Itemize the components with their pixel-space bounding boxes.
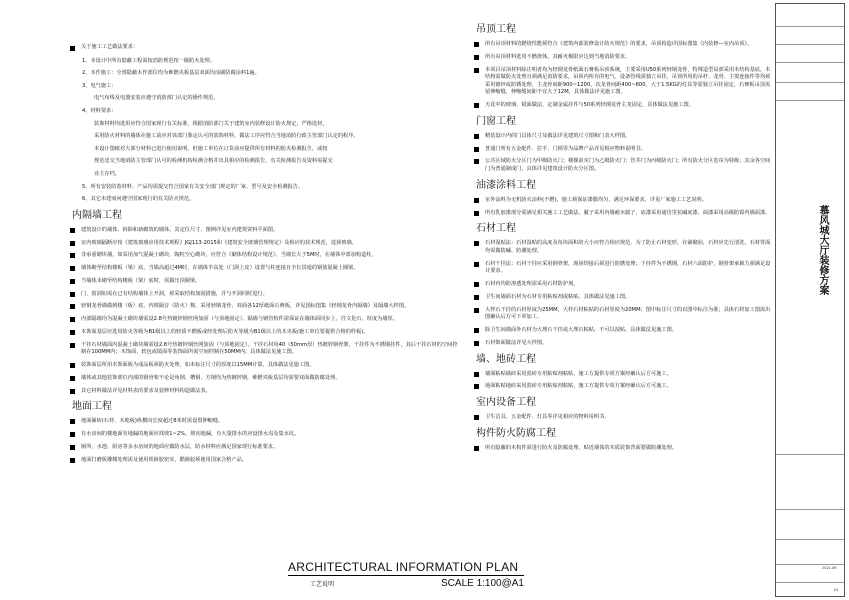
list-item <box>68 278 458 286</box>
list-item <box>472 414 772 422</box>
intro-item: 装饰材料均选用应符合国家现行有关标准，根据消防部门关于建筑室内装修设计防火规定，严格选材， <box>94 120 328 127</box>
item-text: 其它材料做法详见材料表的要求及装修材料构造做法表。 <box>81 387 211 394</box>
intro-item: 1、本设计中所有隐蔽工程需按消防规范按一级防火处理。 <box>82 57 215 64</box>
item-text: 卫生洁具、五金配件、灯具等详见相应的物料说明书。 <box>485 414 610 421</box>
item-text: 当墙体未砌至结构楼板（梁）底时，需做压顶圈梁。 <box>81 277 201 284</box>
item-text: 所有吊顶材料选用不燃烧体，其耐火极限应达到当地消防要求。 <box>485 53 631 60</box>
item-text: 石材湿贴法：石材湿贴的高度及每块面积的大小应符合相应规范，为了防止石材变形，在铺砌前，石材应先行清洗，石材背面均需做防碱、防潮处理。 <box>485 240 771 254</box>
item-text: 所有隐蔽的木构件需进行防火及防腐处理，贴近墙体的木质装饰背面要做防潮处理。 <box>485 445 677 451</box>
list-item <box>472 133 772 141</box>
list-item <box>68 329 458 337</box>
left-column <box>68 44 458 470</box>
item-text: 厕所、水池、厨房等多水房间的地面应做防水层，防水材料应满足国家现行标准要求。 <box>81 444 279 451</box>
item-text: 所有乳胶漆部分需满足相关施工工艺做法，腻子采用内墙耐水腻子，底漆采用通仿里抗碱底漆，面漆采用高级防霉内墙面漆。 <box>485 209 771 216</box>
bullet-icon <box>474 372 479 377</box>
bullet-icon <box>474 328 479 333</box>
bullet-icon <box>70 376 75 381</box>
item-text: 墙体砌至结构楼板（梁）底，当墙高超过4M时，在墙体半高处（门洞上皮）设置与柱连接且全长贯通的钢筋混凝土圈梁。 <box>81 265 359 272</box>
intro-item: 4、材料要求： <box>82 107 117 114</box>
item-text: 干挂石材墙面内混凝土砌块墙需设2.8号热镀锌钢丝网加固（与顶地固定），干挂石材用40（50mm厚）热镀锌钢骨架，干挂件为不锈钢挂件，其后干挂石材的空间控制在100MM内；木饰面、软包或镜面等装饰面所需空间控制在50MM内，具体做法见施工图。 <box>81 341 458 356</box>
intro-item: 业主存档。 <box>94 170 120 177</box>
list-item <box>472 240 772 255</box>
list-item <box>472 41 772 49</box>
bullet-icon <box>474 341 479 346</box>
list-item <box>68 444 458 452</box>
bullet-icon <box>70 330 75 335</box>
item-text: 除卫生间墙面外石材为大理石干挂或大理石粘贴，不可以湿贴，具体做法见施工图。 <box>485 327 677 334</box>
list-item <box>68 388 458 396</box>
item-text: 本项目吊顶材料除注明者均为轻钢龙骨纸面石膏板吊顶系统，主要采用U50系列轻钢龙骨，特殊造型局部采用木结构基底，木结构需做防火处理且须满足消防要求，吊顶内所有的电气、设备管线需独立吊挂，吊顶所用的吊杆、龙骨、主要连接件等均须采用镀锌或防锈处理，主龙骨间距900~1200，次龙骨间距400~600，大于1.5KG的灯具等需独立吊挂固定，石膏板吊顶需留伸缩缝，伸缩缝间距不宜大于12M，具体做法详见施工图。 <box>485 66 771 96</box>
list-item <box>472 445 772 453</box>
drawing-title: ARCHITECTURAL INFORMATION PLAN <box>288 560 524 576</box>
bullet-icon <box>70 419 75 424</box>
bullet-icon <box>70 292 75 297</box>
bullet-icon <box>474 42 479 47</box>
sheet-number: 01 <box>834 588 839 592</box>
list-item <box>472 327 772 335</box>
intro-item: 采用防火材料的墙体在施工前应对该部门鉴定认可的装饰材料，做法工序应符合当地消防行政主管部门认定的程序。 <box>94 133 359 140</box>
item-text: 有水房间的楼地面有地漏的地面应找坡1~2%，坡向地漏，有大量排水的应设排水沟及集水坑。 <box>81 431 300 438</box>
bullet-icon <box>474 262 479 267</box>
list-item <box>68 252 458 260</box>
intro-title: 关于施工工艺做法要求： <box>81 44 139 50</box>
item-text: 公共区域防火分区门为甲级防火门；楼梯前室门为乙级防火门；管井门为丙级防火门；所有防火分区卷帘为特级；其余各空间门为普通制成门，具体详见建筑设计防火分区图。 <box>485 158 771 173</box>
section-heading: 石材工程 <box>476 223 516 235</box>
item-text: 室内玻璃隔断应按《建筑玻璃应用技术规程》JGJ113-2015和《建筑安全玻璃管理规定》及相应的技术规范，选择玻璃。 <box>81 239 357 246</box>
section-heading: 室内设备工程 <box>476 397 536 409</box>
right-sections <box>472 23 772 453</box>
bullet-icon <box>70 241 75 246</box>
list-item <box>472 281 772 289</box>
drawing-title-bar <box>288 560 524 589</box>
list-item <box>68 342 458 357</box>
list-item <box>68 291 458 299</box>
drawing-scale: SCALE 1:100@A1 <box>441 578 524 589</box>
title-block-frame <box>775 3 845 597</box>
project-title: 慕风城大厅装修方案 <box>817 205 828 295</box>
list-item <box>472 102 772 110</box>
section-heading: 门窗工程 <box>476 115 516 127</box>
item-text: 地面铺砖(石材、木地板)纵横向长度超过8米时需设置伸缩缝。 <box>81 418 224 425</box>
section-heading: 地面工程 <box>72 401 112 413</box>
list-item <box>68 362 458 370</box>
drawing-subtitle: 工艺说明 <box>310 581 335 588</box>
bullet-icon <box>474 103 479 108</box>
item-text: 墙体或其他装饰部位内部的钢骨架不论是角钢、槽钢、方钢均为热镀锌钢，难燃夹板基层均需要双面做防腐处理。 <box>81 374 341 381</box>
bullet-icon <box>474 147 479 152</box>
intro-item: 本设计图纸对大部分材料已进行使用说明，但施工单位在订货前应提供所有材料的防火检测报告，或按 <box>94 145 328 152</box>
bullet-icon <box>70 445 75 450</box>
date-label: 2021.06 <box>822 566 837 570</box>
bullet-icon <box>70 432 75 437</box>
item-text: 所有吊顶材料的燃烧性能须符合《建筑内部装修设计防火规范》的要求，吊顶构造详国标图集《内装修—室内吊顶》。 <box>485 41 753 47</box>
list-item <box>472 261 772 276</box>
item-text: 石材干挂法：石材干挂应采用钢骨架，现场焊接后须进行防锈处理；干挂件为不锈钢，石材六面防护，钢骨架承载力须满足设计要求。 <box>485 260 771 275</box>
bullet-icon <box>474 55 479 60</box>
section-heading: 吊顶工程 <box>476 24 516 35</box>
bullet-icon <box>70 343 75 348</box>
list-item <box>472 210 772 218</box>
item-text: 天花中的玻璃、镜面做法，定制金属挂件与50系列轻钢龙骨主龙固定，具体做法见施工图。 <box>485 102 694 109</box>
item-text: 精装设计内的门具体尺寸及做法详见建筑尺寸图和门表大样图。 <box>485 132 631 139</box>
item-text: 门、窗洞如需在已有结构墙体上开洞，须采取结构加固措施，并与开洞同时进行。 <box>81 290 268 297</box>
section-heading: 墙、地砖工程 <box>476 353 536 365</box>
list-item <box>68 265 458 273</box>
item-text: 地面粘贴地砖采用瓷砖专用粘贴剂粘贴，施工方提供专项方案经确认后方可施工。 <box>485 383 672 390</box>
bullet-icon <box>474 211 479 216</box>
list-item <box>68 431 458 439</box>
list-item <box>472 371 772 379</box>
item-text: 墙面粘贴墙砖采用瓷砖专用粘贴剂粘贴，施工方提供专项方案经确认后方可施工。 <box>485 370 672 377</box>
list-item <box>472 307 772 322</box>
list-item <box>472 294 772 302</box>
intro-item: 2、木作施工：全部隐蔽木作部位均为难燃夹板基层双面均涂刷防腐涂料1遍。 <box>82 70 260 77</box>
list-item <box>472 146 772 154</box>
list-item <box>68 457 458 465</box>
item-text: 大样石干挂的石材厚度为25MM，大样石材粘贴的石材厚度为20MM；图中标注尺寸的以图中标注为准；具体石材加工图需出图确认后方可下单加工。 <box>485 306 771 321</box>
bullet-icon <box>70 253 75 258</box>
bullet-icon <box>474 308 479 313</box>
bullet-icon <box>70 46 75 51</box>
bullet-icon <box>70 304 75 309</box>
intro-heading <box>68 44 458 52</box>
bullet-icon <box>474 415 479 420</box>
bullet-icon <box>70 228 75 233</box>
bullet-icon <box>70 458 75 463</box>
bullet-icon <box>474 198 479 203</box>
list-item <box>472 158 772 173</box>
item-text: 地面打磨板雕楼处理需及使用铁箍胶密实，酷箍胶须使用国家合格产品。 <box>81 456 248 463</box>
list-item <box>68 303 458 311</box>
list-item <box>472 54 772 62</box>
item-text: 卫生间墙面石材为石材专用粘贴剂或粘贴。具体做法见施工图。 <box>485 293 631 300</box>
bullet-icon <box>474 295 479 300</box>
intro-item: 3、电气施工： <box>82 82 117 89</box>
item-text: 石材饰面做法详见大样图。 <box>485 339 548 346</box>
item-text: 内部隔墙均为混凝土砌块墙需设2.8号热镀锌钢丝网加固（与顶地固定），隔墙与钢管构件需保证在墙体面同步上，往文化石、厚度为墙厚。 <box>81 316 398 323</box>
section-heading: 构件防火防腐工程 <box>476 428 556 439</box>
item-text: 装饰面层所用木饰面板为成品板须防火处理，如未标注尺寸的厚度以15MM计算，具体做法见施工图。 <box>81 362 315 369</box>
bullet-icon <box>70 389 75 394</box>
list-item <box>472 67 772 97</box>
list-item <box>68 227 458 235</box>
bullet-icon <box>474 159 479 164</box>
bullet-icon <box>474 384 479 389</box>
bullet-icon <box>70 363 75 368</box>
right-column <box>472 20 772 458</box>
list-item <box>68 240 458 248</box>
bullet-icon <box>474 241 479 246</box>
item-text: 石材内均防渗透处理需采用石材防护剂。 <box>485 281 579 288</box>
item-text: 木饰面基层应选用防火等级为B1级以上的轻质不燃板或经处理后防火等级为B1级以上的木夹板(施工单位要提供合格的样板)。 <box>81 328 369 335</box>
bullet-icon <box>474 282 479 287</box>
item-text: 建筑设计的墙体、拆除和新砌筑的墙体，其定位尺寸、图例详见室内建筑资料平面图。 <box>81 226 279 233</box>
intro-item: 电气布线及电器安装应遵守消防部门认定的操作规范。 <box>94 95 219 102</box>
list-item <box>472 197 772 205</box>
item-text: 普通门所有五金配件、拉手、门锁等为品牌产品详见相应物料说明书。 <box>485 145 646 152</box>
list-item <box>68 418 458 426</box>
item-text: 室外涂料为无机防火涂料(不燃)，施工须保证漆膜均匀，满足环保要求，详见厂家施工工艺说明。 <box>485 196 707 203</box>
intro-item: 规范送交当地消防主管部门认可的检测机构检测合格并出具相应的检测报告，有关检测报告及资料需提交 <box>94 158 333 165</box>
bullet-icon <box>474 68 479 73</box>
bullet-icon <box>474 134 479 139</box>
bullet-icon <box>474 446 479 451</box>
list-item <box>68 375 458 383</box>
left-sections <box>68 209 458 465</box>
intro-item: 6、其它未建而问遵守国家现行的有关防火规范。 <box>82 196 195 203</box>
section-heading: 内隔墙工程 <box>72 209 122 221</box>
intro-item: 5、所有安装防盗材料、产品均需提交符合国家有关安全部门规定的厂家、型号及安全检测报告。 <box>82 183 304 190</box>
item-text: 非承重砌块墙，如采用加气混凝土砌块、陶粒空心砌块，应符合《砌体结构设计规范》，当墙长大于5M时，在墙体中部加构造柱。 <box>81 252 377 259</box>
list-item <box>472 340 772 348</box>
list-item <box>68 316 458 324</box>
list-item <box>472 383 772 391</box>
bullet-icon <box>70 279 75 284</box>
item-text: 轻钢龙骨墙做到楼（板）底，内填隔音（防火）棉，采用轻钢龙骨、双面各12厚纸面石膏板，详见国标图集《轻钢龙骨内隔墙》及隔墙大样图。 <box>81 303 410 310</box>
section-heading: 油漆涂料工程 <box>476 179 536 191</box>
bullet-icon <box>70 266 75 271</box>
bullet-icon <box>70 317 75 322</box>
